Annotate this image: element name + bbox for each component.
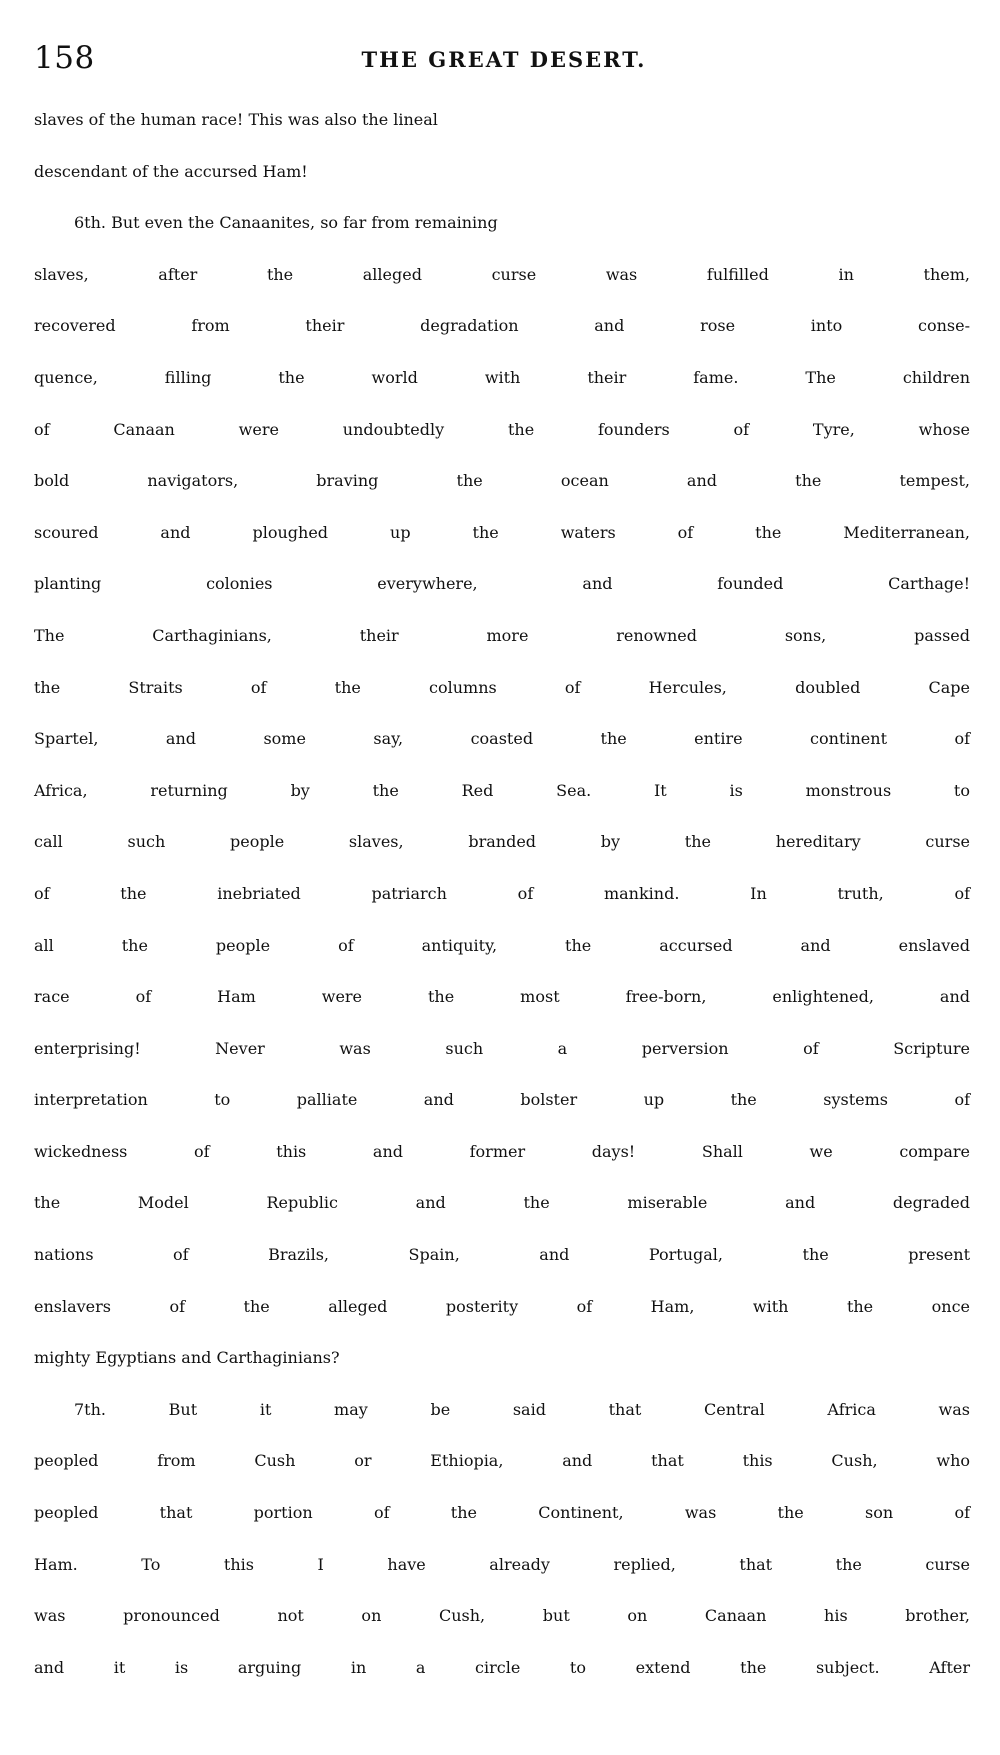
text-line: enterprising! Never was such a perversion of Scripture (34, 1038, 970, 1058)
text-line: 6th. But even the Canaanites, so far from remaining (74, 213, 498, 233)
text-line: recovered from their degradation and rose into conse- (34, 316, 970, 336)
text-line: was pronounced not on Cush, but on Canaan his brother, (34, 1606, 970, 1626)
text-line: planting colonies everywhere, and founded Carthage! (34, 574, 970, 594)
text-line: descendant of the accursed Ham! (34, 161, 308, 181)
text-line: nations of Brazils, Spain, and Portugal, the present (34, 1245, 970, 1265)
text-line: slaves of the human race! This was also the lineal (34, 110, 438, 129)
text-line: scoured and ploughed up the waters of the Mediterranean, (34, 522, 970, 542)
running-title: THE GREAT DESERT. (361, 47, 647, 72)
text-line: interpretation to palliate and bolster up the systems of (34, 1090, 970, 1110)
page-number: 158 (34, 40, 95, 76)
text-line: the Model Republic and the miserable and degraded (34, 1193, 970, 1213)
text-line: The Carthaginians, their more renowned sons, passed (34, 625, 970, 645)
text-line: 7th. But it may be said that Central Africa was (74, 1399, 970, 1419)
text-line: Africa, returning by the Red Sea. It is monstrous to (34, 780, 970, 800)
text-line: race of Ham were the most free-born, enlightened, and (34, 987, 970, 1007)
text-line: the Straits of the columns of Hercules, doubled Cape (34, 677, 970, 697)
text-line: peopled that portion of the Continent, was the son of (34, 1503, 970, 1523)
text-line: Ham. To this I have already replied, that the curse (34, 1554, 970, 1574)
text-line: slaves, after the alleged curse was fulfilled in them, (34, 264, 970, 284)
text-line: of the inebriated patriarch of mankind. In truth, of (34, 883, 970, 903)
text-line: peopled from Cush or Ethiopia, and that this Cush, who (34, 1451, 970, 1471)
text-line: quence, filling the world with their fame. The children (34, 367, 970, 387)
text-line: wickedness of this and former days! Shall we compare (34, 1141, 970, 1161)
text-line: Spartel, and some say, coasted the entire continent of (34, 729, 970, 749)
page-header (34, 38, 974, 78)
body-text (34, 110, 970, 1709)
text-line: mighty Egyptians and Carthaginians? (34, 1348, 340, 1368)
text-line: and it is arguing in a circle to extend the subject. After (34, 1657, 970, 1677)
text-line: all the people of antiquity, the accursed and enslaved (34, 935, 970, 955)
text-line: call such people slaves, branded by the hereditary curse (34, 832, 970, 852)
text-line: of Canaan were undoubtedly the founders of Tyre, whose (34, 419, 970, 439)
text-line: enslavers of the alleged posterity of Ham, with the once (34, 1296, 970, 1316)
text-line: bold navigators, braving the ocean and the tempest, (34, 471, 970, 491)
